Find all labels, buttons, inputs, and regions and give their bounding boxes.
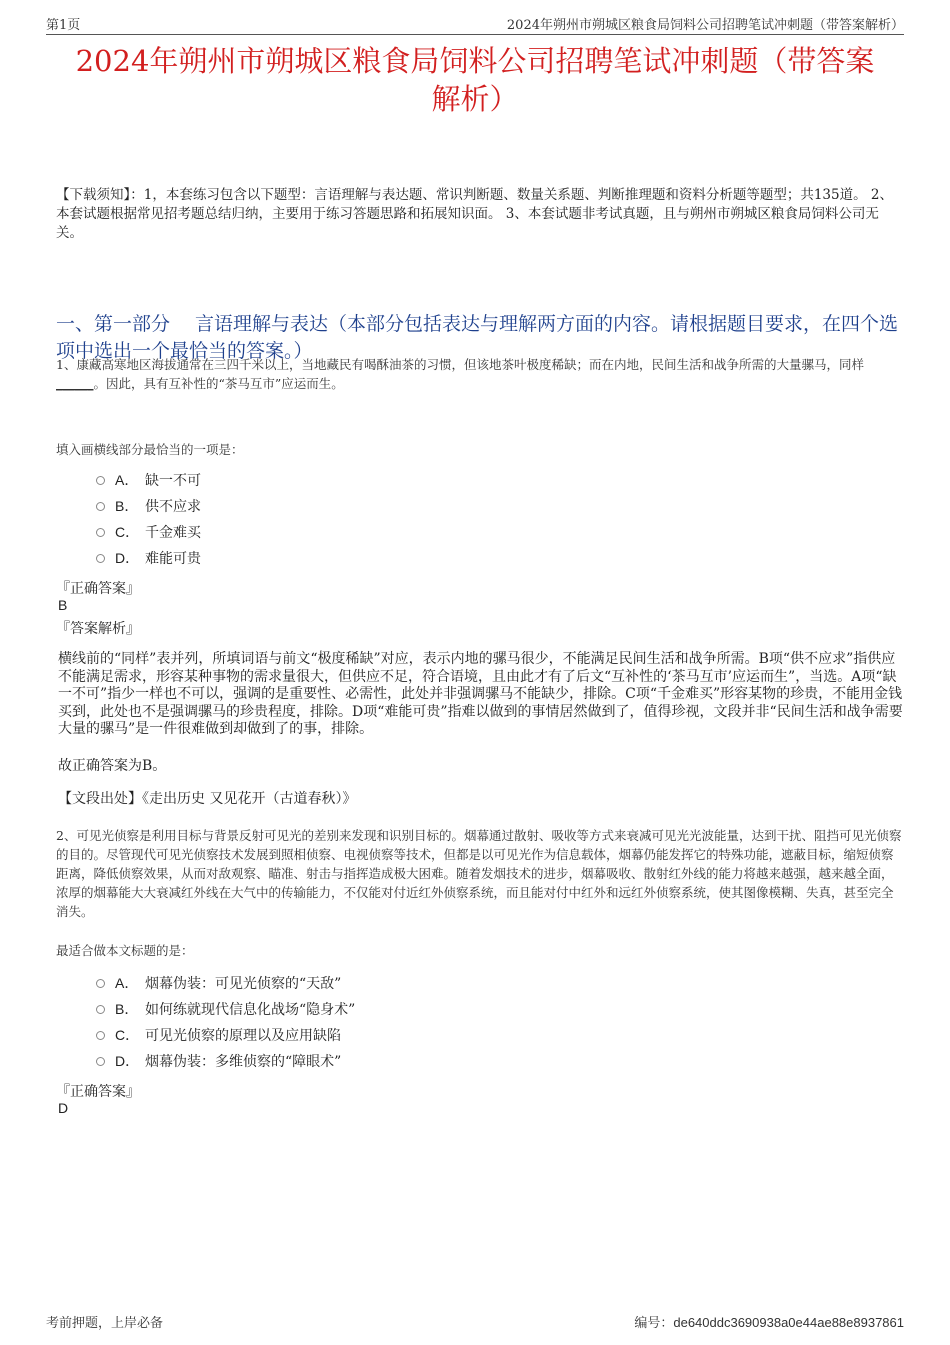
radio-button[interactable] — [96, 1005, 105, 1014]
radio-button[interactable] — [96, 1031, 105, 1040]
document-title — [40, 42, 910, 118]
q1-stem-part2: 。因此，具有互补性的“茶马互市”应运而生。 — [93, 376, 344, 391]
header-doc-title: 2024年朔州市朔城区粮食局饲料公司招聘笔试冲刺题（带答案解析） — [506, 18, 904, 33]
radio-button[interactable] — [96, 476, 105, 485]
q2-option-b[interactable]: B． 如何练就现代信息化战场“隐身术” — [96, 996, 355, 1022]
q2-option-a[interactable]: A． 烟幕伪装：可见光侦察的“天敌” — [96, 970, 355, 996]
page-number: 第1页 — [46, 18, 81, 33]
title-line-2: 解析） — [431, 82, 519, 116]
title-line-1: 2024年朔州市朔城区粮食局饲料公司招聘笔试冲刺题（带答案 — [75, 44, 875, 78]
q2-option-c[interactable]: C． 可见光侦察的原理以及应用缺陷 — [96, 1022, 355, 1048]
q1-answer-label: 『正确答案』 — [56, 581, 140, 597]
q2-options — [96, 970, 355, 1074]
footer-code-value: de640ddc3690938a0e44ae88e8937861 — [673, 1315, 904, 1330]
q2-option-d[interactable]: D． 烟幕伪装：多维侦察的“障眼术” — [96, 1048, 355, 1074]
radio-button[interactable] — [96, 979, 105, 988]
footer-code — [634, 1312, 904, 1331]
q1-option-b[interactable]: B． 供不应求 — [96, 493, 201, 519]
footer-slogan: 考前押题，上岸必备 — [46, 1316, 164, 1331]
question-2-stem: 2、可见光侦察是利用目标与背景反射可见光的差别来发现和识别目标的。烟幕通过散射、吸收等方式来衰减可见光光波能量，达到干扰、阻挡可见光侦察的目的。尽管现代可见光侦察技术发展到照相侦察、电视侦察等技术，但都是以可见光作为信息载体，烟幕仍能发挥它的特殊功能，遮蔽目标，缩短侦察距离，降低侦察效果，从而对敌观察、瞄准、射击与指挥造成极大困难。随着发烟技术的进步，烟幕吸收、散射红外线的能力将越来越强，越来越全面，浓厚的烟幕能大大衰减红外线在大气中的传输能力，不仅能对付近红外侦察系统，而且能对付中红外和远红外侦察系统，使其图像模糊、失真，甚至完全消失。 — [56, 828, 902, 919]
q1-conclusion: 故正确答案为B。 — [58, 758, 167, 774]
q1-blank: ______ — [56, 376, 94, 391]
question-1-stem — [56, 355, 902, 393]
q1-option-d[interactable]: D． 难能可贵 — [96, 545, 201, 571]
page-header — [46, 14, 904, 35]
section-heading: 一、第一部分 言语理解与表达（本部分包括表达与理解两方面的内容。请根据题目要求，在四个选项中选出一个最恰当的答案。） — [56, 313, 899, 362]
download-notice: 【下载须知】：1，本套练习包含以下题型：言语理解与表达题、常识判断题、数量关系题、判断推理题和资料分析题等题型；共135道。 2、本套试题根据常见招考题总结归纳，主要用于练习答题思路和拓展知识面。 3、本套试题非考试真题，且与朔州市朔城区粮食局饲料公司无关。 — [56, 187, 893, 241]
radio-button[interactable] — [96, 502, 105, 511]
q1-option-c[interactable]: C． 千金难买 — [96, 519, 201, 545]
q1-source: 【文段出处】《走出历史 又见花开（古道春秋）》 — [58, 791, 357, 807]
q1-analysis-label: 『答案解析』 — [56, 621, 140, 637]
q1-stem-part1: 1、康藏高寒地区海拔通常在三四千米以上，当地藏民有喝酥油茶的习惯，但该地茶叶极度稀缺；而在内地，民间生活和战争所需的大量骡马，同样 — [56, 357, 864, 372]
q1-answer: B — [58, 597, 68, 613]
q2-answer: D — [58, 1100, 69, 1116]
radio-button[interactable] — [96, 1057, 105, 1066]
radio-button[interactable] — [96, 554, 105, 563]
radio-button[interactable] — [96, 528, 105, 537]
q1-analysis: 横线前的“同样”表并列，所填词语与前文“极度稀缺”对应，表示内地的骡马很少，不能满足民间生活和战争所需。B项“供不应求”指供应不能满足需求，形容某种事物的需求量很大，但供应不足，符合语境，且由此才有了后文“互补性的‘茶马互市’应运而生”，当选。A项“缺一不可”指少一样也不可以，强调的是重要性、必需性，此处并非强调骡马不能缺少，排除。C项“千金难买”形容某物的珍贵，不能用金钱买到，此处也不是强调骡马的珍贵程度，排除。D项“难能可贵”指难以做到的事情居然做到了，值得珍视，文段并非“民间生活和战争需要大量的骡马”是一件很难做到却做到了的事，排除。 — [58, 651, 903, 737]
q2-prompt: 最适合做本文标题的是： — [56, 943, 194, 958]
q1-options — [96, 467, 201, 571]
q2-answer-label: 『正确答案』 — [56, 1084, 140, 1100]
footer-code-label: 编号： — [634, 1316, 674, 1331]
q1-prompt: 填入画横线部分最恰当的一项是： — [56, 442, 244, 457]
q1-option-a[interactable]: A． 缺一不可 — [96, 467, 201, 493]
